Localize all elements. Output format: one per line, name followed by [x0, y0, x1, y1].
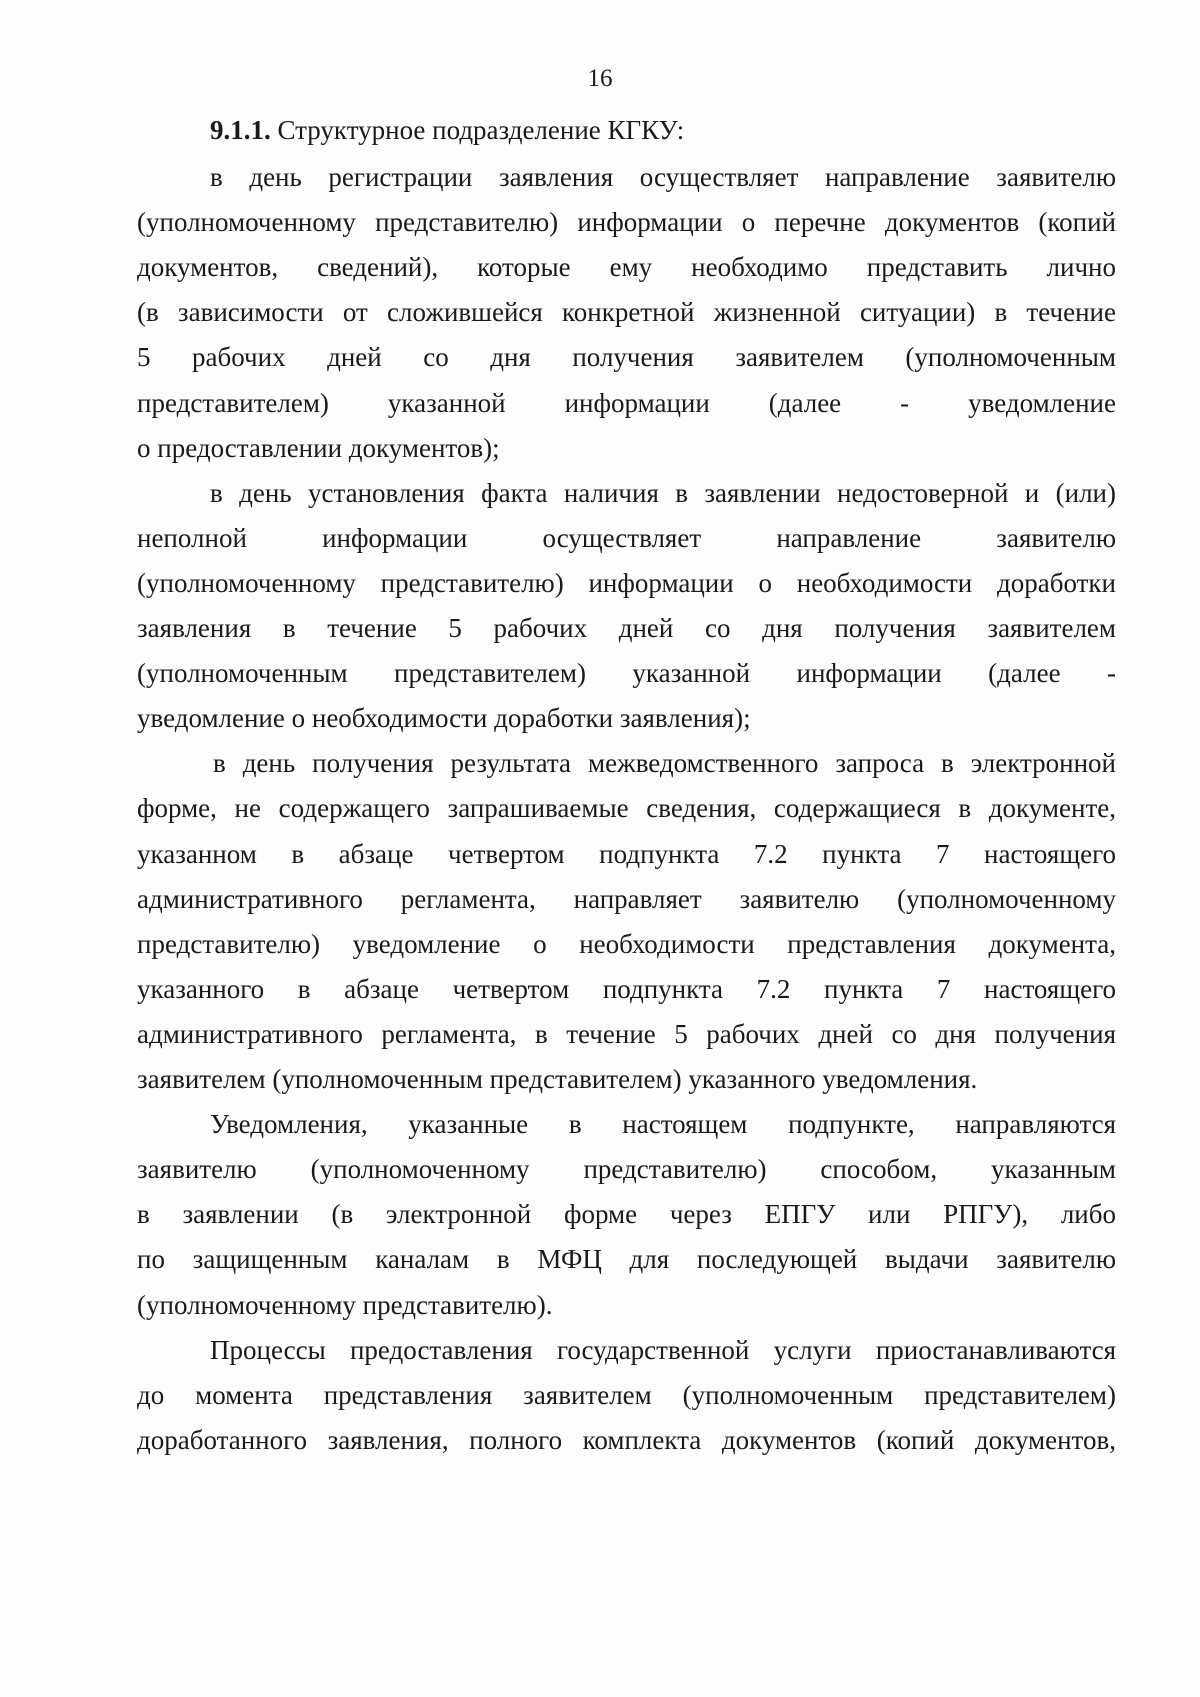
text-line: 5 рабочих дней со дня получения заявителем (уполномоченным [137, 342, 1116, 372]
text-line: (уполномоченному представителю) информации о перечне документов (копий [137, 207, 1116, 237]
text-line: административного регламента, направляет заявителю (уполномоченному [137, 884, 1116, 914]
text-line: административного регламента, в течение 5 рабочих дней со дня получения [137, 1019, 1116, 1049]
text-line: заявителю (уполномоченному представителю) способом, указанным [137, 1154, 1116, 1184]
text-line: указанном в абзаце четвертом подпункта 7.2 пункта 7 настоящего [137, 839, 1116, 869]
text-line: представителем) указанной информации (далее - уведомление [137, 388, 1116, 418]
text-line: документов, сведений), которые ему необходимо представить лично [137, 252, 1116, 282]
text-line: неполной информации осуществляет направление заявителю [137, 523, 1116, 553]
text-line: уведомление о необходимости доработки заявления); [137, 703, 751, 733]
text-line: до момента представления заявителем (уполномоченным представителем) [137, 1380, 1116, 1410]
text-line: (в зависимости от сложившейся конкретной жизненной ситуации) в течение [137, 297, 1116, 327]
subsection-number: 9.1.1. [210, 115, 271, 145]
text-line: Процессы предоставления государственной услуги приостанавливаются [210, 1335, 1116, 1365]
text-line: заявителем (уполномоченным представителем) указанного уведомления. [137, 1064, 978, 1094]
text-line: о предоставлении документов); [137, 433, 500, 463]
text-line: (уполномоченному представителю) информации о необходимости доработки [137, 568, 1116, 598]
text-line: указанного в абзаце четвертом подпункта 7.2 пункта 7 настоящего [137, 974, 1116, 1004]
text-line: форме, не содержащего запрашиваемые сведения, содержащиеся в документе, [137, 793, 1116, 823]
text-line: доработанного заявления, полного комплекта документов (копий документов, [137, 1425, 1116, 1455]
text-line: в заявлении (в электронной форме через ЕПГУ или РПГУ), либо [137, 1199, 1116, 1229]
text-line: представителю) уведомление о необходимости представления документа, [137, 929, 1116, 959]
subsection-title: Структурное подразделение КГКУ: [270, 115, 685, 145]
text-line: в день получения результата межведомственного запроса в электронной [213, 748, 1116, 778]
text-line: по защищенным каналам в МФЦ для последующей выдачи заявителю [137, 1244, 1116, 1274]
text-line: Уведомления, указанные в настоящем подпункте, направляются [210, 1109, 1116, 1139]
page-number: 16 [587, 65, 613, 92]
text-line: (уполномоченным представителем) указанной информации (далее - [137, 658, 1116, 688]
subsection-heading [210, 113, 1116, 147]
text-line: в день установления факта наличия в заявлении недостоверной и (или) [210, 478, 1116, 508]
text-line: заявления в течение 5 рабочих дней со дня получения заявителем [137, 613, 1116, 643]
text-line: в день регистрации заявления осуществляет направление заявителю [210, 162, 1116, 192]
text-line: (уполномоченному представителю). [137, 1290, 553, 1320]
